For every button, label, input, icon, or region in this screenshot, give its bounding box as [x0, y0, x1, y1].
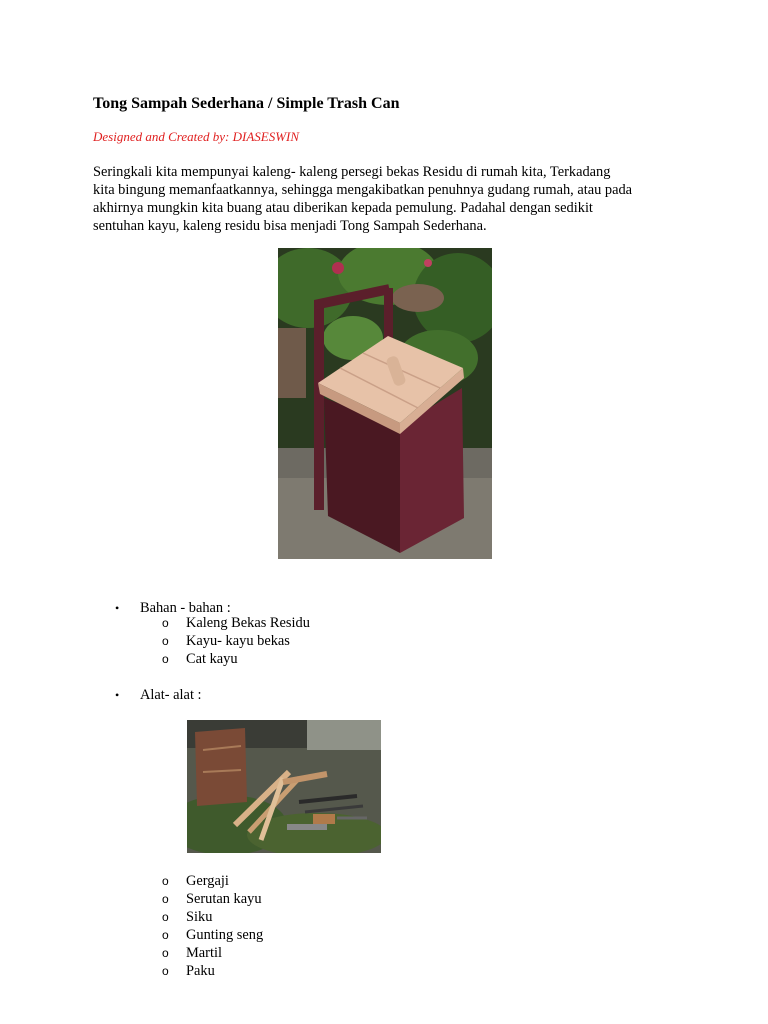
sub-bullet-glyph: o	[162, 910, 169, 924]
intro-paragraph	[93, 163, 693, 235]
bullet-glyph: •	[115, 601, 120, 615]
list-item	[162, 890, 262, 908]
intro-line: kita bingung memanfaatkannya, sehingga mengakibatkan penuhnya gudang rumah, atau pada	[93, 182, 633, 198]
tools-photo	[187, 720, 381, 853]
list-item-text: Kayu- kayu bekas	[186, 633, 290, 649]
list-item	[162, 632, 290, 650]
tools-illustration	[187, 720, 381, 853]
author-credit: Designed and Created by: DIASESWIN	[93, 129, 300, 144]
tools-heading	[115, 686, 202, 704]
list-item	[162, 650, 238, 668]
trash-can-illustration	[278, 248, 492, 559]
list-item-text: Serutan kayu	[186, 891, 262, 907]
materials-heading-text: Bahan - bahan :	[140, 600, 231, 616]
list-item	[162, 872, 229, 890]
sub-bullet-glyph: o	[162, 964, 169, 978]
sub-bullet-glyph: o	[162, 652, 169, 666]
sub-bullet-glyph: o	[162, 946, 169, 960]
list-item-text: Paku	[186, 963, 215, 979]
document-title: Tong Sampah Sederhana / Simple Trash Can	[93, 95, 400, 112]
sub-bullet-glyph: o	[162, 874, 169, 888]
list-item-text: Martil	[186, 945, 222, 961]
list-item-text: Gergaji	[186, 873, 229, 889]
list-item-text: Gunting seng	[186, 927, 264, 943]
list-item-text: Siku	[186, 909, 213, 925]
trash-can-photo	[278, 248, 492, 559]
sub-bullet-glyph: o	[162, 928, 169, 942]
intro-line: Seringkali kita mempunyai kaleng- kaleng persegi bekas Residu di rumah kita, Terkadang	[93, 164, 611, 180]
bullet-glyph: •	[115, 688, 120, 702]
list-item	[162, 944, 222, 962]
list-item	[162, 908, 213, 926]
intro-line: sentuhan kayu, kaleng residu bisa menjadi Tong Sampah Sederhana.	[93, 218, 487, 234]
sub-bullet-glyph: o	[162, 634, 169, 648]
sub-bullet-glyph: o	[162, 892, 169, 906]
list-item	[162, 962, 215, 980]
list-item	[162, 614, 310, 632]
list-item	[162, 926, 264, 944]
list-item-text: Cat kayu	[186, 651, 238, 667]
tools-heading-text: Alat- alat :	[140, 687, 202, 703]
intro-line: akhirnya mungkin kita buang atau diberikan kepada pemulung. Padahal dengan sedikit	[93, 200, 593, 216]
list-item-text: Kaleng Bekas Residu	[186, 615, 310, 631]
sub-bullet-glyph: o	[162, 616, 169, 630]
